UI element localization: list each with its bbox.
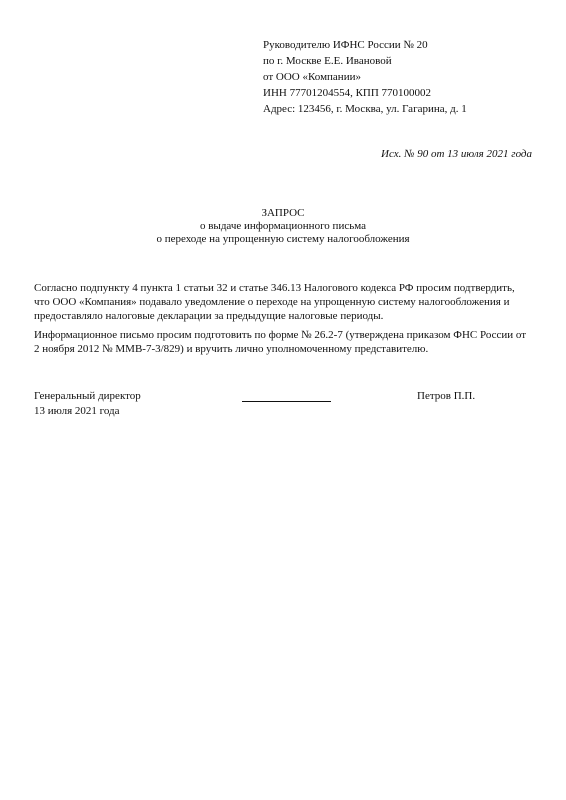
heading-title: ЗАПРОС (261, 207, 305, 219)
addressee-block (263, 37, 467, 117)
addressee-line: ИНН 77701204554, КПП 770100002 (263, 87, 432, 99)
addressee-line: Руководителю ИФНС России № 20 (263, 39, 428, 51)
outgoing-reference: Исх. № 90 от 13 июля 2021 года (381, 148, 532, 160)
body-paragraph-1: Согласно подпункту 4 пункта 1 статьи 32 и статье 346.13 Налогового кодекса РФ просим подтвердить, что ООО «Компания» подавало уведомление о переходе на упрощенную систему налогообложения и предоставляло налоговые декларации за предыдущие налоговые периоды. (34, 282, 515, 322)
signature-date: 13 июля 2021 года (34, 405, 120, 417)
addressee-line: Адрес: 123456, г. Москва, ул. Гагарина, д. 1 (263, 103, 467, 115)
heading-subtitle-2: о переходе на упрощенную систему налогообложения (156, 233, 410, 245)
signature-line (242, 401, 331, 402)
signer-name: Петров П.П. (417, 390, 476, 402)
document-heading (0, 207, 566, 246)
body-paragraph-2: Информационное письмо просим подготовить по форме № 26.2-7 (утверждена приказом ФНС России от 2 ноября 2012 № ММВ-7-3/829) и вручить лично уполномоченному представителю. (34, 329, 527, 355)
heading-subtitle-1: о выдаче информационного письма (199, 220, 366, 232)
signer-position: Генеральный директор (34, 390, 141, 402)
addressee-line: по г. Москве Е.Е. Ивановой (263, 55, 392, 67)
addressee-line: от ООО «Компании» (263, 71, 361, 83)
signature-row (0, 390, 566, 406)
